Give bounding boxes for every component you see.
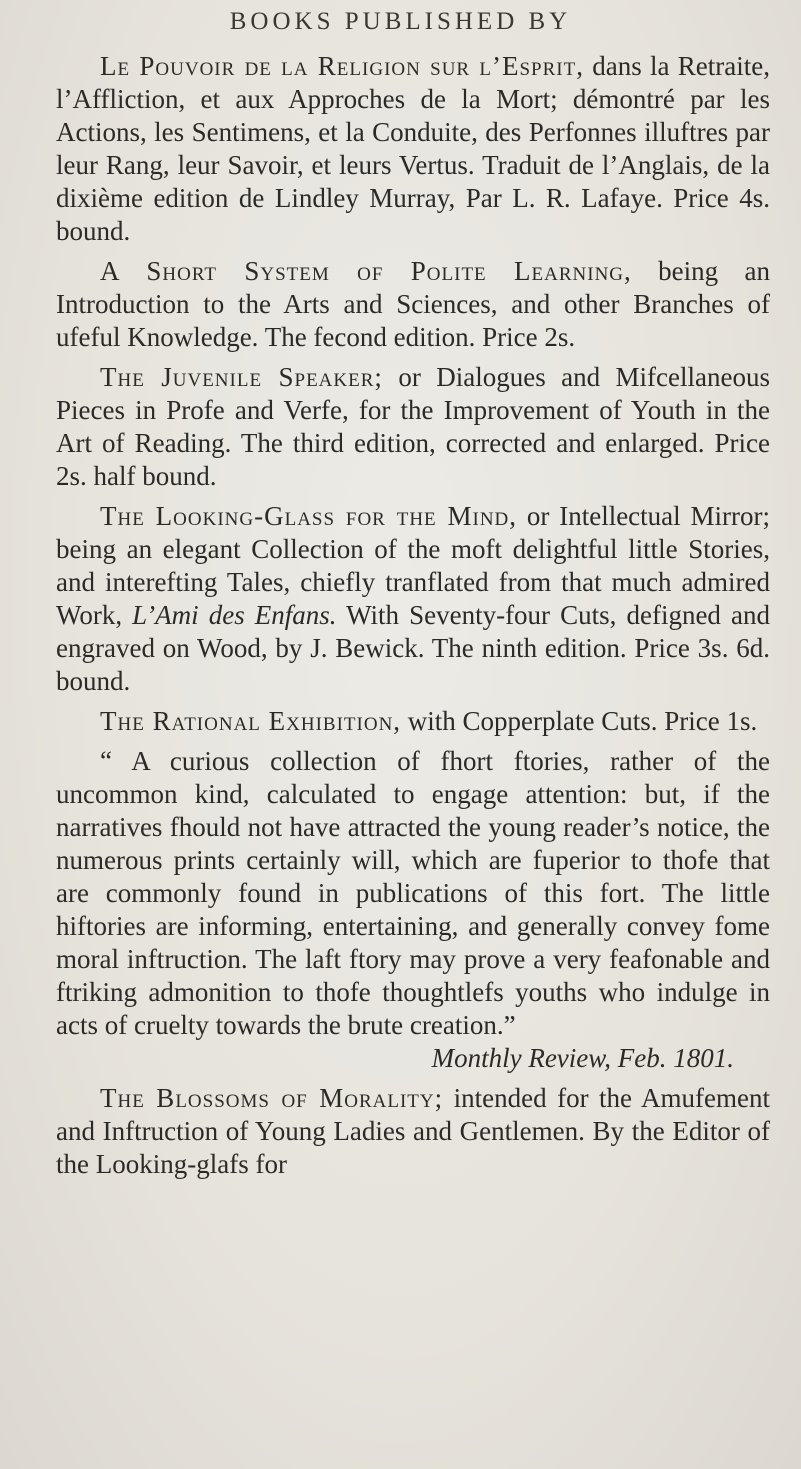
book-entry: [56, 500, 770, 698]
book-title: Le Pouvoir de la Religion sur l’Esprit,: [100, 51, 584, 81]
book-title: The Looking-Glass for the Mind,: [100, 501, 518, 531]
review-attribution: Monthly Review, Feb. 1801.: [431, 1043, 734, 1073]
book-description: being an Introduction to the Arts and Sciences, and other Branches of ufeful Knowledge. The fecond edition. Price 2s.: [56, 256, 770, 352]
book-title: The Blossoms of Morality;: [100, 1083, 444, 1113]
book-entry: [56, 361, 770, 493]
book-entry: [56, 50, 770, 248]
book-title: A Short System of Polite Learning,: [100, 256, 632, 286]
book-description: or Intellectual Mirror; being an elegant Collection of the moft delightful little Stories, and interefting Tales, chiefly tranflated from that much admired Work,: [56, 501, 770, 630]
book-description: intended for the Amufement and Inftruction of Young Ladies and Gentlemen. By the Editor of the Looking-glafs for: [56, 1083, 770, 1179]
book-source-title: L’Ami des Enfans.: [132, 600, 337, 630]
book-title: The Juvenile Speaker;: [100, 362, 383, 392]
book-entry: [56, 1082, 770, 1181]
review-quote: “ A curious collection of fhort ftories, rather of the uncommon kind, calculated to engage attention: but, if the narratives fhould not have attracted the young reader’s notice, the numerous prints certainly will, which are fuperior to thofe that are commonly found in publications of this fort. The little hiftories are informing, entertaining, and generally convey fome moral inftruction. The laft ftory may prove a very feafonable and ftriking admonition to thofe thoughtlefs youths who indulge in acts of cruelty towards the brute creation.”: [56, 746, 770, 1040]
book-entry: [56, 705, 770, 738]
book-entry: [56, 255, 770, 354]
page-header: BOOKS PUBLISHED BY: [229, 8, 572, 35]
book-description: dans la Retraite, l’Affliction, et aux Approches de la Mort; démontré par les Actions, les Sentimens, et la Conduite, des Perfonnes illuftres par leur Rang, leur Savoir, et leurs Vertus. Traduit de l’Anglais, de la dixième edition de Lindley Murray, Par L. R. Lafaye. Price 4s. bound.: [56, 51, 770, 246]
book-title: The Rational Exhibition,: [100, 706, 402, 736]
book-description: With Seventy-four Cuts, defigned and engraved on Wood, by J. Bewick. The ninth edition. Price 3s. 6d. bound.: [56, 600, 770, 696]
book-description: or Dialogues and Mifcellaneous Pieces in Profe and Verfe, for the Improvement of Youth in the Art of Reading. The third edition, corrected and enlarged. Price 2s. half bound.: [56, 362, 770, 491]
book-description: with Copperplate Cuts. Price 1s.: [401, 706, 758, 736]
book-list: [56, 50, 770, 1188]
